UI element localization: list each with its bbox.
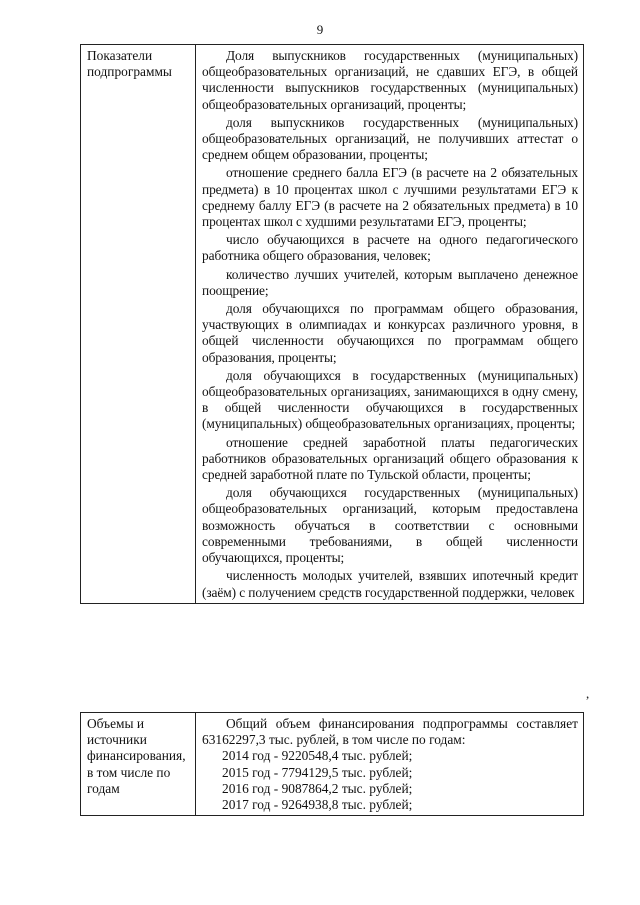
- page-number: 9: [316, 22, 324, 37]
- indicator-item: численность молодых учителей, взявших ипотечный кредит (заём) с получением средств государственной поддержки, человек: [202, 568, 578, 600]
- indicators-content: [196, 45, 584, 604]
- funding-content: [196, 713, 584, 816]
- indicator-item: отношение среднего балла ЕГЭ (в расчете на 2 обязательных предмета) в 10 процентах школ с лучшими результатами ЕГЭ к среднему баллу ЕГЭ (в расчете на 2 обязательных предмета) в 10 процентах школ с худшими результатами ЕГЭ, проценты;: [202, 165, 578, 230]
- funding-label: Объемы и источники финансирования, в том числе по годам: [81, 713, 196, 816]
- indicator-item: количество лучших учителей, которым выплачено денежное поощрение;: [202, 266, 578, 298]
- funding-year-item: 2014 год - 9220548,4 тыс. рублей;: [222, 748, 413, 764]
- indicators-row: [81, 45, 584, 604]
- indicator-item: доля выпускников государственных (муниципальных) общеобразовательных организаций, не получивших аттестат о среднем общем образовании, проценты;: [202, 114, 578, 163]
- indicators-label: Показатели подпрограммы: [81, 45, 196, 604]
- trailing-comma: ,: [586, 686, 590, 701]
- indicator-item: отношение средней заработной платы педагогических работников образовательных организаций общего образования к средней заработной плате по Тульской области, проценты;: [202, 434, 578, 483]
- indicator-item: доля обучающихся в государственных (муниципальных) общеобразовательных организациях, занимающихся в одну смену, в общей численности обучающихся в государственных (муниципальных) общеобразовательных организациях, проценты;: [202, 367, 578, 432]
- indicator-item: доля обучающихся по программам общего образования, участвующих в олимпиадах и конкурсах различного уровня, в общей численности обучающихся по программам общего образования, проценты;: [202, 301, 578, 365]
- funding-total: Общий объем финансирования подпрограммы составляет 63162297,3 тыс. рублей, в том числе по годам:: [202, 716, 578, 748]
- indicators-table: [80, 44, 584, 604]
- funding-table: [80, 712, 584, 816]
- funding-year-item: 2017 год - 9264938,8 тыс. рублей;: [222, 797, 413, 813]
- indicator-item: число обучающихся в расчете на одного педагогического работника общего образования, человек;: [202, 232, 578, 264]
- indicator-item: Доля выпускников государственных (муниципальных) общеобразовательных организаций, не сдавших ЕГЭ, в общей численности выпускников государственных (муниципальных) общеобразовательных организаций, проценты;: [202, 48, 578, 112]
- funding-year-item: 2015 год - 7794129,5 тыс. рублей;: [222, 764, 413, 780]
- funding-year-item: 2016 год - 9087864,2 тыс. рублей;: [222, 780, 413, 796]
- indicator-item: доля обучающихся государственных (муниципальных) общеобразовательных организаций, которым предоставлена возможность обучаться в соответствии с основными современными требованиями, в общей численности обучающихся, проценты;: [202, 485, 578, 566]
- funding-row: [81, 713, 584, 816]
